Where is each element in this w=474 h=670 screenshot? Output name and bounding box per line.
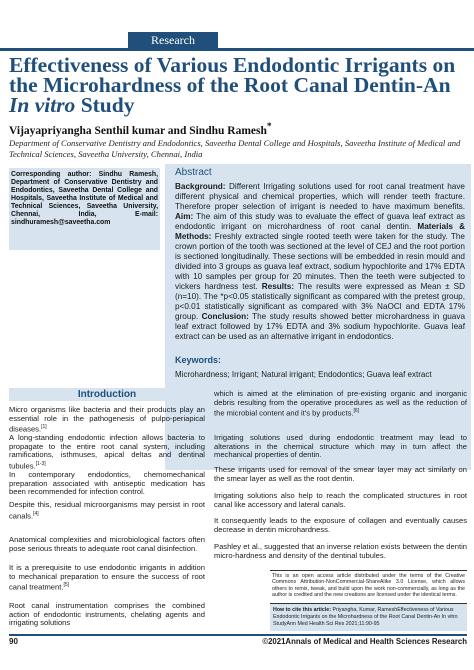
intro-paragraph-3: In contemporary endodontics, chemomechanical preparation associated with antiseptic medication has been recommended for infection control. [9,470,205,497]
intro-paragraph-4: Despite this, residual microorganisms may persist in root canals.[4] [9,500,205,521]
license-text: This is an open access article distributed under the terms of the Creative Commons Attribution-NonCommercial-ShareAlike 3.0 License, which allows others to remix, tweak, and build upon the work non-commercially, as long as the author is credited and the new creations are licensed under the identical terms. [272,573,465,599]
abstract-text: Background: Different Irrigating solutions used for root canal treatment have different physical and chemical properties, which will render teeth fracture. Therefore proper selection of irrigant is needed to have maximum benefits. Aim: The aim of this study was to evaluate the effect of guava leaf extract as endodontic irrigant on microhardness of root canal dentin. Materials & Methods: Freshly extracted single rooted teeth were taken for the study. The crown portion of the tooth was sectioned at the level of CEJ and the root portion is sectioned longitudinally. These sections will be embedded in resin mould and divided into 3 groups as guava leaf extract, sodium hypochlorite and 17% EDTA with 10 samples per group for 20 minutes. Then the teeth were subjected to vickers hardness test. Results: The results were expressed as Mean ± SD (n=10). The *p<0.05 statistically significant as compared with the pretest group, p<0.01 statistically significant as compared with 3% NaOCl and EDTA 17% group. Conclusion: The study results showed better microhardness in guava leaf extract followed by 17% EDTA and 3% sodium hypochlorite. Guava leaf extract can be used as an alternative irrigant in endodontics. [175,182,466,341]
top-rule [0,48,474,51]
citation-box [270,604,467,631]
body-paragraph-3: These irrigants used for removal of the smear layer may act similarly on the smear layer as well as the root dentin. [214,465,467,483]
footer-journal: ©2021Annals of Medical and Health Sciences Research [262,637,467,646]
abstract-box [165,164,471,470]
affiliation: Department of Conservative Dentistry and Endodontics, Saveetha Dental College and Hospitals, Saveetha Institute of Medical and Technical Sciences, Saveetha University, Chennai, India [9,138,461,159]
section-label: Research [128,32,218,49]
intro-paragraph-1: Micro organisms like bacteria and their products play an essential role in the pathogenesis of pulpo-periapical diseases.[1] [9,405,205,434]
body-paragraph-2: Irrigating solutions used during endodontic treatment may lead to alterations in the chemical structure which may in turn affect the mechanical properties of dentin. [214,433,467,460]
introduction-bar [9,388,205,401]
correspondence-text: Corresponding author: Sindhu Ramesh, Department of Conservative Dentistry and Endodontics, Saveetha Dental College and Hospitals, Saveetha Institute of Medical and Technical Sciences, Saveetha University, Chennai, India, E-mail: sindhuramesh@saveetha.com [11,171,158,226]
footer-rule [9,634,467,636]
intro-paragraph-5: Anatomical complexities and microbiological factors often pose serious threats to adequate root canal disinfection. [9,535,205,553]
body-paragraph-5: It consequently leads to the exposure of collagen and eventually causes decrease in dentin microhardness. [214,516,467,534]
page-number: 90 [9,637,18,646]
keywords-text: Microhardness; Irrigant; Natural irrigant; Endodontics; Guava leaf extract [175,370,432,379]
intro-paragraph-2: A long-standing endodontic infection allows bacteria to propagate to the entire root canal system, including ramifications, isthmuses, apical deltas and dentinal tubules.[1-3] [9,433,205,471]
author-line: Vijayapriyangha Senthil kumar and Sindhu Ramesh* [9,121,272,137]
correspondence-box [9,168,160,250]
keywords-heading: Keywords: [175,355,222,365]
body-paragraph-4: Irrigating solutions also help to reach the complicated structures in root canal like accessory and lateral canals. [214,491,467,509]
body-paragraph-6: Pashley et al., suggested that an inverse relation exists between the dentin micro-hardness and density of the dentinal tubules. [214,542,467,560]
paper-title: Effectiveness of Various Endodontic Irrigants on the Microhardness of the Root Canal Dentin-An In vitro Study [9,53,456,117]
intro-paragraph-7: Root canal instrumentation comprises the combined action of endodontic instruments, chelating agents and irrigating solutions [9,601,205,628]
citation-text: How to cite this article: Priyangha, Kumar, RameshEffectiveness of Various Endodontic Irrigants on the Microhardness of the Root Canal Dentin-An In vitro StudyAnn Med Health Sci Res 2021;11:90-95 [273,607,458,627]
intro-paragraph-6: It is a prerequisite to use endodontic irrigants in addition to mechanical preparation to ensure the success of root canal treatment.[5] [9,563,205,592]
abstract-heading: Abstract [175,167,212,178]
introduction-heading: Introduction [77,389,137,400]
license-box [270,570,467,604]
body-paragraph-1: which is aimed at the elimination of pre-existing organic and inorganic debris resulting from the operative procedures as well as the reduction of the microbial content and it's by products.[6] [214,389,467,418]
